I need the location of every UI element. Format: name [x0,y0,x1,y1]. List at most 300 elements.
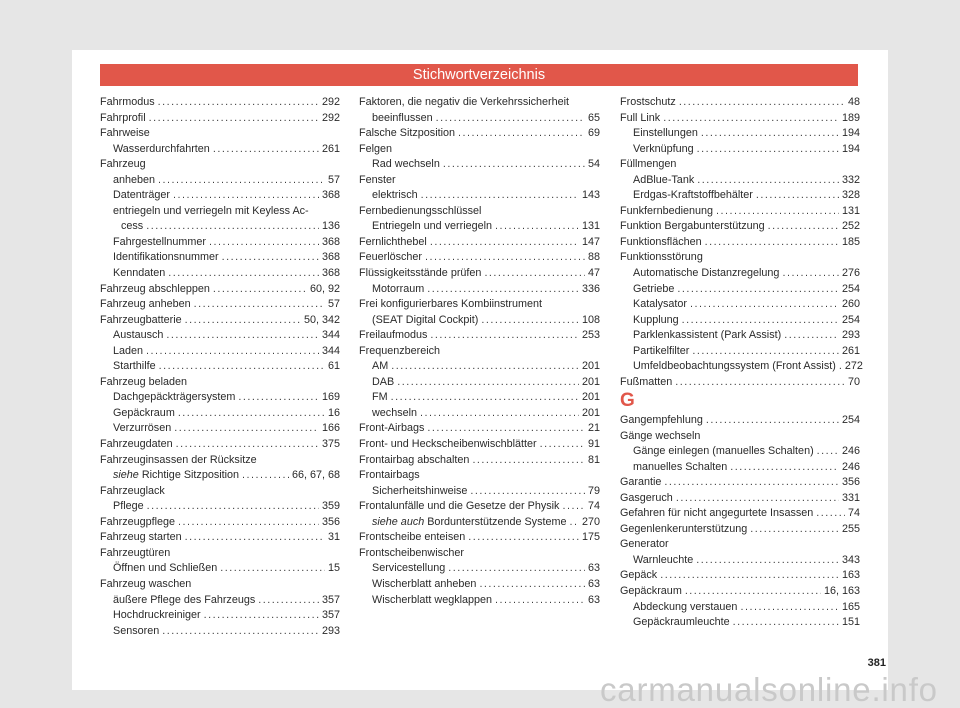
index-subentry [100,235,340,251]
dot-leader [817,444,839,460]
index-subentry [100,250,340,266]
index-entry [359,328,600,344]
dot-leader [178,406,325,422]
page-reference: 163 [841,569,860,582]
page-reference: 57 [327,173,340,186]
page-reference: 293 [841,329,860,342]
dot-leader [782,266,839,282]
page-reference: 74 [847,507,860,520]
page-reference: 136 [321,220,340,233]
index-entry [100,282,340,298]
dot-leader [660,568,839,584]
entry-label: Fahrzeuginsassen der Rücksitze [100,453,257,466]
dot-leader [784,328,839,344]
entry-label: Gepäckraum [113,406,175,419]
page-reference: 185 [841,235,860,248]
entry-label: Front-Airbags [359,422,425,435]
index-subentry [620,188,860,204]
page-reference: 201 [581,375,600,388]
page-reference: 50, 342 [303,313,340,326]
dot-leader [484,266,585,282]
page-reference: 81 [587,453,600,466]
index-entry [100,95,340,111]
entry-label: Sicherheitshinweise [372,484,468,497]
index-entry [359,344,600,360]
index-subentry [100,421,340,437]
dot-leader [677,282,839,298]
entry-label: Austausch [113,329,164,342]
page-reference: 57 [327,298,340,311]
page-reference: 201 [581,406,600,419]
index-entry [359,421,600,437]
dot-leader [173,188,319,204]
entry-label: Fahrzeugbatterie [100,313,182,326]
index-subentry [359,282,600,298]
entry-label: Funktion Bergabunterstützung [620,220,765,233]
index-entry [100,111,340,127]
dot-leader [222,250,319,266]
index-entry [359,297,600,313]
page-number: 381 [867,657,886,669]
dot-leader [448,561,585,577]
dot-leader [174,421,319,437]
dot-leader [397,375,579,391]
page-reference: 151 [841,616,860,629]
index-subentry [359,577,600,593]
dot-leader [730,460,839,476]
dot-leader [158,173,325,189]
entry-label: Einstellungen [633,127,698,140]
index-entry [620,568,860,584]
dot-leader [458,126,585,142]
page-reference: 255 [841,522,860,535]
index-entry [620,111,860,127]
index-entry [359,453,600,469]
index-subentry [100,624,340,640]
entry-label: Funktionsflächen [620,235,702,248]
see-reference-prefix: siehe [113,469,139,482]
index-entry [100,530,340,546]
dot-leader [168,266,319,282]
page-reference: 356 [841,476,860,489]
dot-leader [733,615,839,631]
entry-label: Fahrweise [100,127,150,140]
index-subentry [359,219,600,235]
entry-label: Gegenlenkerunterstützung [620,522,748,535]
dot-leader [147,499,319,515]
page-reference: 189 [841,111,860,124]
entry-label: Fahrprofil [100,111,146,124]
dot-leader [690,297,839,313]
dot-leader [430,328,579,344]
page-reference: 344 [321,329,340,342]
entry-label: Automatische Distanzregelung [633,267,780,280]
entry-label: Gangempfehlung [620,413,703,426]
dot-leader [472,453,585,469]
index-subentry [359,157,600,173]
page-reference: 254 [841,413,860,426]
index-entry [100,453,340,469]
page-reference: 61 [327,360,340,373]
entry-label: Feuerlöscher [359,251,423,264]
entry-label: Frei konfigurierbares Kombiinstrument [359,298,543,311]
index-entry [620,219,860,235]
entry-label: äußere Pflege des Fahrzeugs [113,593,256,606]
page-reference: 63 [587,593,600,606]
dot-leader [149,111,319,127]
entry-label: Kupplung [633,313,679,326]
index-entry [620,475,860,491]
entry-label: Sensoren [113,624,160,637]
index-entry [620,157,860,173]
entry-label: Fahrzeuglack [100,484,165,497]
dot-leader [166,328,319,344]
entry-label: anheben [113,173,156,186]
dot-leader [664,475,839,491]
page-reference: 359 [321,500,340,513]
index-subentry [620,460,860,476]
entry-label: AM [372,360,389,373]
dot-leader [420,406,579,422]
dot-leader [238,390,319,406]
page-reference: 328 [841,189,860,202]
index-subentry [620,297,860,313]
page-reference: 261 [321,142,340,155]
dot-leader [470,484,585,500]
entry-label: Abdeckung verstauen [633,600,738,613]
entry-label: DAB [372,375,395,388]
index-subentry [100,359,340,375]
page-title: Stichwortverzeichnis [412,67,546,83]
entry-label: Gänge einlegen (manuelles Schalten) [633,445,814,458]
watermark: carmanualsonline.info [600,671,938,708]
index-entry [620,95,860,111]
entry-label: Frontscheibe enteisen [359,531,466,544]
index-subentry [100,608,340,624]
dot-leader [430,235,579,251]
index-subentry [100,390,340,406]
index-entry [620,429,860,445]
entry-label: Öffnen und Schließen [113,562,218,575]
dot-leader [756,188,839,204]
index-subentry [359,188,600,204]
page-reference: 31 [327,531,340,544]
index-subentry [100,499,340,515]
entry-label: Fernbedienungsschlüssel [359,204,482,217]
page-reference: 336 [581,282,600,295]
page-reference: 131 [581,220,600,233]
dot-leader [495,593,585,609]
page-reference: 261 [841,344,860,357]
index-subentry [620,126,860,142]
entry-label: Garantie [620,476,662,489]
dot-leader [706,413,839,429]
page-reference: 246 [841,445,860,458]
index-entry [100,375,340,391]
index-entry-continuation [359,111,600,127]
dot-leader [204,608,319,624]
dot-leader [159,359,325,375]
dot-leader [816,506,845,522]
index-subentry [359,515,600,531]
index-subentry [620,600,860,616]
index-entry [620,413,860,429]
index-subentry [620,553,860,569]
entry-label: Dachgepäckträgersystem [113,391,236,404]
dot-leader [427,282,579,298]
page-reference: 70 [847,375,860,388]
page-reference: 270 [581,515,600,528]
entry-label: Fahrzeug abschleppen [100,282,210,295]
entry-label: AdBlue-Tank [633,173,695,186]
index-entry [620,584,860,600]
entry-label: Parklenkassistent (Park Assist) [633,329,782,342]
page-reference: 65 [587,111,600,124]
index-entry [100,515,340,531]
page-reference: 331 [841,491,860,504]
index-entry [620,522,860,538]
index-subentry [620,328,860,344]
dot-leader [421,188,579,204]
page-reference: 368 [321,235,340,248]
page-reference: 60, 92 [309,282,340,295]
entry-label: Rad wechseln [372,158,440,171]
entry-label-continuation: (SEAT Digital Cockpit) [372,313,479,326]
entry-label: Verzurrösen [113,422,172,435]
index-subentry [620,313,860,329]
dot-leader [495,219,579,235]
dot-leader [740,600,839,616]
index-entry [359,250,600,266]
entry-label: Füllmengen [620,158,677,171]
index-entry [100,546,340,562]
page-reference: 276 [841,267,860,280]
page-reference: 357 [321,593,340,606]
entry-label: Frontairbags [359,469,420,482]
dot-leader [162,624,319,640]
index-entry [359,499,600,515]
index-subentry [620,266,860,282]
page-reference: 21 [587,422,600,435]
index-entry [100,484,340,500]
index-entry [359,204,600,220]
entry-label: Felgen [359,142,393,155]
entry-label: Fahrzeugtüren [100,546,171,559]
section-header-bar [100,64,858,86]
entry-label: Fahrzeug anheben [100,298,191,311]
index-subentry [359,359,600,375]
entry-label: Funktionsstörung [620,251,703,264]
page-reference: 91 [587,438,600,451]
dot-leader [569,515,579,531]
entry-label: Getriebe [633,282,675,295]
index-subentry [620,282,860,298]
dot-leader [701,126,839,142]
page-reference: 246 [841,460,860,473]
index-entry [620,537,860,553]
page-reference: 143 [581,189,600,202]
dot-leader [540,437,585,453]
entry-label: Fußmatten [620,375,673,388]
entry-label: Richtige Sitzposition [141,469,240,482]
dot-leader [839,359,842,375]
entry-label: Frontscheibenwischer [359,546,465,559]
dot-leader [479,577,585,593]
dot-leader [675,375,845,391]
page-reference: 63 [587,562,600,575]
index-entry [359,266,600,282]
index-subentry [100,561,340,577]
index-entry [620,506,860,522]
page-reference: 54 [587,158,600,171]
letter-heading: G [620,390,635,412]
dot-leader [685,584,821,600]
page-reference: 332 [841,173,860,186]
index-subentry [359,484,600,500]
index-entry [620,250,860,266]
page-reference: 292 [321,111,340,124]
entry-label: manuelles Schalten [633,460,728,473]
page-reference: 16, 163 [823,585,860,597]
entry-label: Servicestellung [372,562,446,575]
entry-label: Full Link [620,111,661,124]
entry-label: Datenträger [113,189,171,202]
index-subentry [100,593,340,609]
entry-label: Kenndaten [113,267,166,280]
page-reference: 343 [841,553,860,566]
dot-leader [185,313,301,329]
page-reference: 79 [587,484,600,497]
see-reference-prefix: siehe auch [372,515,425,528]
index-subentry [620,142,860,158]
dot-leader [443,157,585,173]
dot-leader [663,111,839,127]
index-entry-continuation [100,219,340,235]
index-subentry [359,561,600,577]
index-column-1 [100,95,340,639]
entry-label: Generator [620,538,669,551]
dot-leader [220,561,325,577]
dot-leader [213,142,319,158]
entry-label: Fernlichthebel [359,235,427,248]
entry-label: Katalysator [633,298,688,311]
entry-label: Fenster [359,173,396,186]
page-reference: 147 [581,235,600,248]
index-subentry [620,359,863,375]
entry-label: Motorraum [372,282,425,295]
dot-leader [391,390,579,406]
index-subentry [100,173,340,189]
page-reference: 47 [587,267,600,280]
entry-label: Wischerblatt anheben [372,577,477,590]
entry-label: Verknüpfung [633,142,694,155]
page-reference: 254 [841,313,860,326]
entry-label: Faktoren, die negativ die Verkehrssicherheit [359,96,570,108]
page-reference: 357 [321,609,340,622]
index-entry [620,375,860,391]
entry-label: Wischerblatt wegklappen [372,593,493,606]
entry-label: wechseln [372,406,418,419]
page-reference: 108 [581,313,600,326]
entry-label: FM [372,391,388,404]
entry-label: Fahrzeugpflege [100,515,176,528]
index-entry [359,530,600,546]
entry-label: Identifikationsnummer [113,251,219,264]
entry-label: Fahrzeug [100,158,146,171]
entry-label: Pflege [113,500,144,513]
entry-label: Frostschutz [620,96,676,108]
index-entry [359,173,600,189]
entry-label-continuation: beeinflussen [372,111,433,124]
dot-leader [768,219,839,235]
dot-leader [716,204,839,220]
index-entry [100,437,340,453]
page-reference: 175 [581,531,600,544]
page-reference: 63 [587,577,600,590]
index-subentry [100,344,340,360]
page-reference: 293 [321,624,340,637]
index-column-3 [620,95,863,631]
entry-label: Laden [113,344,144,357]
page-reference: 165 [841,600,860,613]
page-reference: 375 [321,438,340,451]
dot-leader [146,219,319,235]
page-reference: 292 [321,96,340,108]
dot-leader [468,530,579,546]
entry-label: Flüssigkeitsstände prüfen [359,267,482,280]
page-reference: 344 [321,344,340,357]
index-subentry [359,390,600,406]
entry-label: Hochdruckreiniger [113,609,201,622]
dot-leader [750,522,839,538]
dot-leader [185,530,325,546]
index-entry [359,437,600,453]
dot-leader [242,468,289,484]
index-entry [100,297,340,313]
index-entry [359,235,600,251]
entry-label: Falsche Sitzposition [359,127,456,140]
index-entry [100,313,340,329]
dot-leader [209,235,319,251]
entry-label: Frontairbag abschalten [359,453,470,466]
index-subentry [620,444,860,460]
index-subentry [100,142,340,158]
dot-leader [178,515,319,531]
page-reference: 194 [841,127,860,140]
page-reference: 368 [321,267,340,280]
entry-label: Gasgeruch [620,491,673,504]
entry-label: Wasserdurchfahrten [113,142,210,155]
index-entry [359,95,600,111]
index-subentry [359,406,600,422]
dot-leader [692,344,839,360]
page-reference: 169 [321,391,340,404]
dot-leader [481,313,579,329]
page-reference: 88 [587,251,600,264]
dot-leader [436,111,585,127]
dot-leader [697,142,839,158]
page-reference: 252 [841,220,860,233]
page-reference: 194 [841,142,860,155]
entry-label: Erdgas-Kraftstoffbehälter [633,189,753,202]
entry-label: Fahrmodus [100,96,155,108]
entry-label: Freilaufmodus [359,329,428,342]
dot-leader [176,437,319,453]
dot-leader [697,173,839,189]
entry-label: Fahrzeug beladen [100,375,188,388]
index-entry-continuation [359,313,600,329]
entry-label: Fahrgestellnummer [113,235,207,248]
